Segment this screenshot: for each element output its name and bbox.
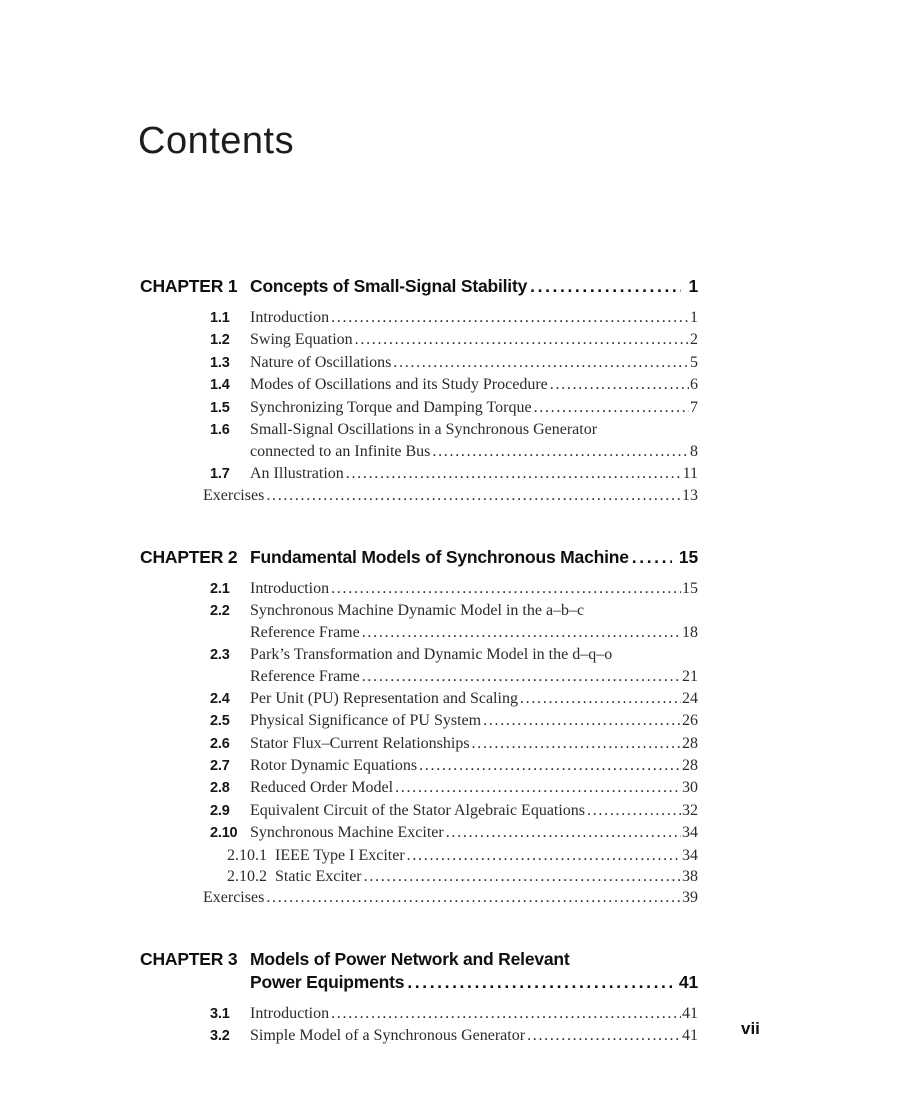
entry-number: 1.3 (210, 354, 230, 371)
dot-leader (364, 866, 681, 887)
entry-page-number: 6 (690, 376, 698, 394)
entry-page-number: 30 (682, 779, 698, 797)
entry-page-number: 39 (682, 889, 698, 907)
dot-leader (527, 1025, 681, 1046)
chapter-heading-row (140, 948, 698, 971)
entry-number: 2.6 (210, 735, 230, 752)
entry-page-number: 1 (690, 309, 698, 326)
entry-number: 2.9 (210, 802, 230, 819)
entry-number: 2.7 (210, 757, 230, 774)
entry-title: Reference Frame (250, 624, 360, 642)
entry-page-number: 13 (682, 487, 698, 505)
chapter-page-number: 15 (678, 546, 698, 567)
toc-entry-line (140, 666, 698, 687)
chapter-title: Fundamental Models of Synchronous Machine (250, 546, 629, 567)
entry-number: 1.1 (210, 310, 230, 326)
dot-leader (419, 755, 681, 776)
dot-leader (483, 710, 681, 731)
dot-leader (395, 777, 681, 798)
dot-leader (331, 1003, 681, 1024)
toc-entry-line (140, 329, 698, 351)
folio-page-number: vii (741, 1019, 760, 1038)
toc-entry-line (140, 688, 698, 710)
entry-number: 3.1 (210, 1005, 230, 1022)
entry-title: IEEE Type I Exciter (275, 846, 405, 864)
entry-page-number: 26 (682, 712, 698, 730)
toc-entry-line (140, 887, 698, 908)
toc-entry-line (140, 777, 698, 799)
dot-leader (393, 352, 689, 373)
entry-number: 1.4 (210, 377, 230, 394)
entry-page-number: 24 (682, 689, 698, 707)
toc-entry-line (140, 419, 698, 441)
entry-title: connected to an Infinite Bus (250, 443, 431, 461)
toc-entry-line (140, 755, 698, 777)
chapter-heading-row (140, 971, 698, 994)
chapter-entries (140, 1003, 698, 1048)
entry-page-number: 28 (682, 756, 698, 774)
chapter-entries (140, 578, 698, 909)
entry-page-number: 32 (682, 801, 698, 819)
entry-page-number: 41 (682, 1027, 698, 1045)
entry-title: Small-Signal Oscillations in a Synchronous Generator (250, 421, 598, 439)
dot-leader (550, 374, 689, 395)
dot-leader (331, 307, 689, 328)
entry-number: 2.4 (210, 690, 230, 707)
entry-title: Synchronous Machine Exciter (250, 824, 444, 842)
toc (140, 275, 698, 1048)
chapter-title: Power Equipments (250, 971, 405, 992)
entry-number: 1.5 (210, 399, 230, 416)
toc-entry-line (140, 307, 698, 329)
dot-leader (520, 688, 681, 709)
dot-leader (530, 275, 681, 298)
entry-title: Exercises (203, 889, 265, 907)
entry-page-number: 34 (682, 846, 698, 864)
chapter-label: CHAPTER 2 (140, 546, 238, 567)
entry-page-number: 8 (690, 443, 698, 461)
entry-title: Nature of Oscillations (250, 353, 392, 371)
entry-title: Reference Frame (250, 668, 360, 686)
toc-entry-line (140, 845, 698, 866)
toc-entry-line (140, 800, 698, 822)
toc-entry-line (140, 374, 698, 396)
entry-number: 1.7 (210, 465, 230, 482)
entry-title: Per Unit (PU) Representation and Scaling (250, 689, 518, 707)
chapter-block (140, 948, 698, 1048)
entry-number: 1.2 (210, 332, 230, 349)
entry-title: Modes of Oscillations and its Study Procedure (250, 376, 548, 394)
toc-entry-line (140, 733, 698, 755)
entry-number: 3.2 (210, 1028, 230, 1045)
entry-title: Reduced Order Model (250, 779, 394, 797)
chapter-heading-row (140, 275, 698, 298)
dot-leader (446, 822, 681, 843)
entry-number: 2.1 (210, 580, 230, 597)
toc-entry-line (140, 485, 698, 506)
dot-leader (266, 485, 681, 506)
chapter-title: Concepts of Small-Signal Stability (250, 276, 528, 296)
entry-page-number: 34 (682, 824, 698, 842)
entry-title: Introduction (250, 309, 330, 326)
entry-number: 2.3 (210, 646, 230, 663)
dot-leader (432, 441, 689, 462)
entry-title: Synchronizing Torque and Damping Torque (250, 398, 532, 416)
entry-number: 2.2 (210, 603, 230, 620)
entry-page-number: 38 (682, 867, 698, 885)
toc-entry-line (140, 441, 698, 462)
entry-title: Stator Flux–Current Relationships (250, 734, 470, 752)
entry-title: 2.10.1 (227, 846, 267, 864)
toc-entry-line (140, 1003, 698, 1025)
entry-title: Introduction (250, 1004, 330, 1022)
dot-leader (407, 971, 672, 994)
entry-title: Introduction (250, 579, 330, 597)
dot-leader (266, 887, 681, 908)
entry-page-number: 28 (682, 734, 698, 752)
entry-number: 2.8 (210, 780, 230, 797)
toc-entry-line (140, 600, 698, 622)
chapter-label: CHAPTER 3 (140, 948, 238, 969)
chapter-page-number: 1 (688, 276, 698, 296)
chapter-block (140, 275, 698, 507)
entry-title: Physical Significance of PU System (250, 712, 482, 730)
entry-page-number: 11 (682, 464, 698, 482)
entry-page-number: 5 (690, 353, 698, 371)
chapter-entries (140, 307, 698, 507)
dot-leader (587, 800, 681, 821)
entry-title: Equivalent Circuit of the Stator Algebraic Equations (250, 801, 586, 819)
entry-title: Simple Model of a Synchronous Generator (250, 1027, 526, 1045)
chapter-block (140, 546, 698, 909)
entry-number: 2.5 (210, 713, 230, 730)
toc-entry-line (140, 1025, 698, 1047)
entry-page-number: 18 (682, 624, 698, 642)
entry-title: Static Exciter (275, 867, 362, 885)
toc-entry-line (140, 866, 698, 887)
chapter-heading-row (140, 546, 698, 569)
toc-entry-line (140, 463, 698, 485)
toc-entry-line (140, 578, 698, 600)
toc-entry-line (140, 822, 698, 844)
dot-leader (346, 463, 682, 484)
entry-page-number: 41 (682, 1004, 698, 1022)
entry-page-number: 7 (690, 398, 698, 416)
chapter-label: CHAPTER 1 (140, 276, 238, 296)
entry-title: Park’s Transformation and Dynamic Model in the d–q–o (250, 645, 613, 663)
dot-leader (534, 397, 689, 418)
toc-entry-line (140, 710, 698, 732)
chapter-page-number: 41 (678, 971, 698, 992)
entry-title: Synchronous Machine Dynamic Model in the a–b–c (250, 602, 585, 620)
toc-entry-line (140, 397, 698, 419)
entry-title: Rotor Dynamic Equations (250, 756, 418, 774)
entry-number: 1.6 (210, 422, 230, 439)
dot-leader (407, 845, 681, 866)
toc-entry-line (140, 352, 698, 374)
chapter-title: Models of Power Network and Relevant (250, 948, 570, 969)
entry-title: Exercises (203, 487, 265, 505)
dot-leader (632, 546, 672, 569)
dot-leader (362, 622, 681, 643)
dot-leader (331, 578, 681, 599)
dot-leader (472, 733, 681, 754)
entry-page-number: 2 (690, 331, 698, 349)
page-title: Contents (138, 120, 295, 163)
entry-page-number: 15 (682, 579, 698, 597)
entry-title: An Illustration (250, 464, 344, 482)
dot-leader (355, 329, 689, 350)
entry-title: Swing Equation (250, 331, 353, 349)
entry-number: 2.10 (210, 825, 238, 842)
toc-entry-line (140, 622, 698, 643)
dot-leader (362, 666, 681, 687)
toc-entry-line (140, 644, 698, 666)
entry-title: 2.10.2 (227, 867, 267, 885)
entry-page-number: 21 (682, 668, 698, 686)
